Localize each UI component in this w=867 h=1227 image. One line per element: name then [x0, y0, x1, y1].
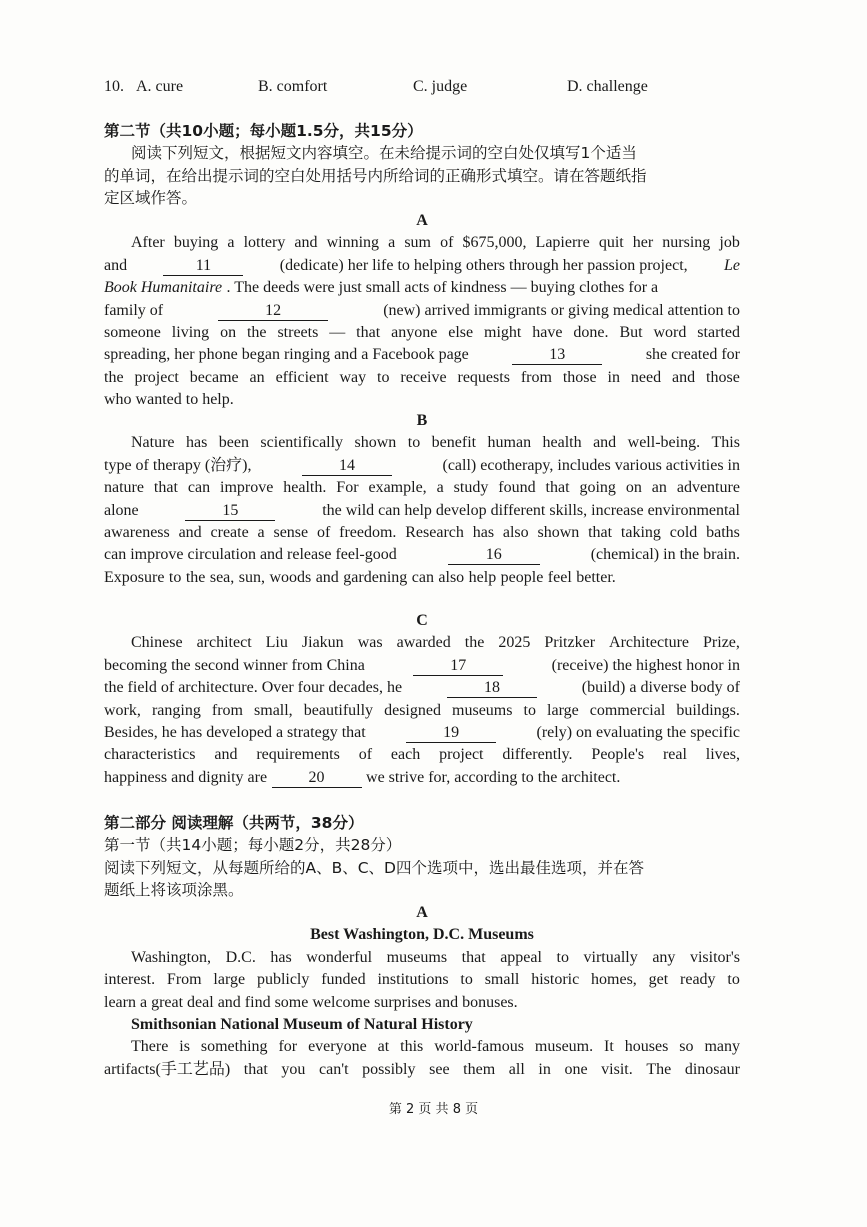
- word: From: [166, 971, 202, 989]
- passage-label: A: [416, 212, 428, 229]
- word: example,: [368, 479, 427, 497]
- word: Nature: [131, 434, 175, 452]
- word: on: [625, 479, 642, 497]
- word: was: [357, 634, 383, 652]
- word: a: [388, 234, 396, 252]
- word: job: [719, 234, 740, 252]
- word: to: [460, 971, 473, 989]
- passage-line: type of therapy (治疗), 14 (call) ecotherapy, includes various activities in: [104, 456, 740, 474]
- passage-b: [104, 410, 740, 589]
- word: D.C.: [225, 948, 256, 966]
- passage-line: learn a great deal and find some welcome surprises and bonuses.: [104, 993, 518, 1011]
- passage-line: [104, 700, 740, 722]
- word: of: [440, 234, 454, 252]
- word: something: [200, 1038, 268, 1056]
- word: taking: [620, 523, 661, 541]
- word: create: [210, 523, 249, 541]
- word: to: [407, 434, 421, 452]
- word: sum: [404, 234, 431, 252]
- word: the: [464, 634, 485, 652]
- passage-line: [104, 632, 740, 654]
- word: is: [179, 1038, 190, 1056]
- word: work,: [104, 701, 141, 719]
- word: to: [556, 948, 569, 966]
- word: real: [662, 746, 687, 764]
- word: anyone: [391, 323, 438, 341]
- word: those: [706, 368, 740, 386]
- passage-line: Besides, he has developed a strategy that 19 (rely) on evaluating the specific: [104, 723, 740, 741]
- blank-19: 19: [406, 724, 496, 743]
- section-2: [104, 120, 740, 210]
- word: that: [243, 1060, 268, 1078]
- word: buying: [173, 234, 219, 252]
- word: streets: [277, 323, 319, 341]
- word: artifacts(手工艺品): [104, 1060, 231, 1078]
- word: a: [436, 479, 444, 497]
- word: sun,: [238, 568, 265, 586]
- passage-line: [104, 744, 740, 766]
- word: —: [329, 323, 346, 341]
- word: this: [400, 1038, 424, 1056]
- word: nature: [104, 479, 144, 497]
- word: word: [653, 323, 687, 341]
- word: her: [632, 234, 654, 252]
- word: from: [211, 701, 243, 719]
- word: Architecture: [609, 634, 689, 652]
- blank-12: 12: [218, 302, 328, 321]
- part-2-title: 第二部分 阅读理解（共两节，38分）: [104, 814, 364, 832]
- passage-a: [104, 210, 740, 412]
- word: architect: [196, 634, 252, 652]
- passage-line: [104, 522, 740, 544]
- word: But: [619, 323, 643, 341]
- word: well-being.: [627, 434, 701, 452]
- word: gardening: [343, 568, 408, 586]
- word: project: [439, 746, 484, 764]
- word: you: [281, 1060, 306, 1078]
- word: for: [278, 1038, 298, 1056]
- word: human: [487, 434, 532, 452]
- word: The: [646, 1060, 672, 1078]
- blank-18: 18: [447, 679, 537, 698]
- word: dinosaur: [684, 1060, 740, 1078]
- passage-line: [104, 232, 740, 254]
- word: Prize,: [703, 634, 740, 652]
- word: at: [377, 1038, 390, 1056]
- word: lottery: [243, 234, 286, 252]
- word: to: [727, 971, 740, 989]
- word: of: [358, 746, 373, 764]
- word: Research: [405, 523, 464, 541]
- passage-line: who wanted to help.: [104, 391, 234, 409]
- word: visit.: [601, 1060, 633, 1078]
- word: virtually: [583, 948, 638, 966]
- passage-label: B: [416, 412, 428, 429]
- part-2: [104, 812, 740, 902]
- word: and: [672, 368, 696, 386]
- word: also: [438, 568, 465, 586]
- word: benefit: [431, 434, 477, 452]
- word: efficient: [275, 368, 329, 386]
- passage-line: spreading, her phone began ringing and a Facebook page 13 she created for: [104, 346, 740, 364]
- word: museums: [452, 701, 513, 719]
- page-footer: 第 2 页 共 8 页: [388, 1102, 479, 1117]
- word: appeal: [500, 948, 542, 966]
- word: awarded: [396, 634, 451, 652]
- word: small: [484, 971, 520, 989]
- word: and: [294, 234, 318, 252]
- word: can: [187, 479, 211, 497]
- word: This: [711, 434, 740, 452]
- passage-line: the field of architecture. Over four decades, he 18 (build) a diverse body of: [104, 679, 740, 697]
- word: help: [468, 568, 497, 586]
- word: sea,: [209, 568, 235, 586]
- passage-c: [104, 610, 740, 789]
- passage-line: and 11 (dedicate) her life to helping others through her passion project, Le: [104, 256, 740, 274]
- word: and: [593, 434, 617, 452]
- word: historic: [531, 971, 580, 989]
- passage-line: [104, 947, 740, 969]
- word: get: [648, 971, 669, 989]
- word: can: [411, 568, 434, 586]
- word: For: [336, 479, 359, 497]
- word: from: [520, 368, 552, 386]
- word: lives,: [705, 746, 740, 764]
- word: started: [697, 323, 740, 341]
- word: an: [249, 368, 265, 386]
- word: baths: [706, 523, 740, 541]
- word: visitor's: [689, 948, 740, 966]
- word: way: [339, 368, 367, 386]
- word: a: [227, 234, 235, 252]
- word: improve: [220, 479, 274, 497]
- word: nursing: [662, 234, 711, 252]
- word: large: [213, 971, 246, 989]
- word: $675,000,: [462, 234, 527, 252]
- option-a: A. cure: [136, 78, 184, 95]
- word: that: [545, 479, 570, 497]
- word: see: [429, 1060, 450, 1078]
- passage-line: becoming the second winner from China 17 (receive) the highest honor in: [104, 656, 740, 674]
- word: on: [220, 323, 237, 341]
- blank-11: 11: [163, 257, 243, 276]
- word: People's: [591, 746, 645, 764]
- passage-line: [104, 322, 740, 344]
- word: possibly: [362, 1060, 416, 1078]
- option-d: D. challenge: [567, 78, 648, 95]
- section-2-title: 第二节（共10小题；每小题1.5分，共15分）: [104, 122, 423, 140]
- word: small,: [254, 701, 293, 719]
- word: houses: [624, 1038, 669, 1056]
- word: cold: [669, 523, 698, 541]
- word: that: [588, 523, 613, 541]
- word: awareness: [104, 523, 170, 541]
- word: to: [523, 701, 536, 719]
- word: Liu: [265, 634, 288, 652]
- word: has: [185, 434, 208, 452]
- word: sense: [273, 523, 309, 541]
- word: that: [461, 948, 486, 966]
- option-b: B. comfort: [258, 78, 328, 95]
- word: winning: [326, 234, 380, 252]
- passage-line: [104, 1059, 740, 1081]
- word: a: [257, 523, 265, 541]
- article-title: Best Washington, D.C. Museums: [310, 926, 534, 944]
- word: that: [153, 479, 178, 497]
- word: one: [564, 1060, 588, 1078]
- passage-line: Book Humanitaire . The deeds were just small acts of kindness — buying clothes for a: [104, 279, 659, 297]
- word: been: [218, 434, 249, 452]
- word: might: [484, 323, 522, 341]
- word: quit: [598, 234, 624, 252]
- word: health.: [283, 479, 327, 497]
- passage-line: happiness and dignity are 20 we strive for, according to the architect.: [104, 768, 621, 786]
- passage-line: family of 12 (new) arrived immigrants or giving medical attention to: [104, 301, 740, 319]
- word: funded: [321, 971, 366, 989]
- word: someone: [104, 323, 161, 341]
- word: and: [214, 746, 238, 764]
- passage-line: [104, 1036, 740, 1058]
- word: have: [532, 323, 563, 341]
- blank-16: 16: [448, 546, 540, 565]
- word: has: [270, 948, 292, 966]
- word: and: [178, 523, 202, 541]
- word: adventure: [676, 479, 740, 497]
- word: in: [607, 368, 620, 386]
- word: living: [171, 323, 210, 341]
- word: them: [463, 1060, 496, 1078]
- part-2-subtitle: 第一节（共14小题；每小题2分，共28分）: [104, 836, 402, 855]
- word: the: [246, 323, 267, 341]
- word: differently.: [502, 746, 573, 764]
- word: done.: [573, 323, 609, 341]
- passage-label: C: [416, 612, 428, 629]
- word: in: [538, 1060, 551, 1078]
- word: that: [356, 323, 381, 341]
- word: scientifically: [260, 434, 344, 452]
- word: everyone: [308, 1038, 367, 1056]
- word: Washington,: [131, 948, 212, 966]
- word: to: [168, 568, 182, 586]
- word: interest.: [104, 971, 156, 989]
- word: an: [651, 479, 667, 497]
- word: the: [185, 568, 206, 586]
- word: world-famous: [434, 1038, 524, 1056]
- reading-a: [104, 902, 740, 1081]
- word: Lapierre: [535, 234, 590, 252]
- word: ready: [680, 971, 716, 989]
- word: health: [542, 434, 582, 452]
- word: ranging: [151, 701, 201, 719]
- word: also: [502, 523, 529, 541]
- word: many: [704, 1038, 740, 1056]
- passage-line: [104, 367, 740, 389]
- blank-20: 20: [272, 769, 362, 788]
- word: museum.: [534, 1038, 594, 1056]
- word: found: [498, 479, 536, 497]
- word: else: [448, 323, 474, 341]
- word: any: [652, 948, 676, 966]
- word: Jiakun: [301, 634, 344, 652]
- word: of: [316, 523, 331, 541]
- word: institutions: [377, 971, 449, 989]
- passage-label: A: [416, 904, 428, 921]
- word: requests: [457, 368, 510, 386]
- blank-13: 13: [512, 346, 602, 365]
- word: receive: [400, 368, 447, 386]
- word: has: [472, 523, 495, 541]
- passage-line: can improve circulation and release feel-good 16 (chemical) in the brain.: [104, 546, 740, 564]
- section-2-instruction-line: 的单词，在给出提示词的空白处用括号内所给词的正确形式填空。请在答题纸指: [104, 166, 647, 185]
- word: freedom.: [339, 523, 397, 541]
- word: Pritzker: [544, 634, 596, 652]
- word: 2025: [498, 634, 531, 652]
- word: all: [508, 1060, 525, 1078]
- word: publicly: [256, 971, 310, 989]
- word: better.: [576, 568, 616, 586]
- word: project: [134, 368, 179, 386]
- question-10-options: 10. A. cure B. comfort C. judge D. challenge: [104, 78, 648, 95]
- word: There: [131, 1038, 169, 1056]
- word: beautifully: [303, 701, 374, 719]
- blank-15: 15: [185, 502, 275, 521]
- word: shown: [537, 523, 580, 541]
- blank-17: 17: [413, 657, 503, 676]
- word: characteristics: [104, 746, 196, 764]
- passage-line: [104, 969, 740, 991]
- passage-line: [104, 567, 740, 589]
- blank-14: 14: [302, 457, 392, 476]
- word: study: [453, 479, 489, 497]
- word: requirements: [256, 746, 340, 764]
- word: can't: [319, 1060, 349, 1078]
- word: designed: [384, 701, 441, 719]
- word: became: [189, 368, 239, 386]
- word: need: [630, 368, 662, 386]
- word: Exposure: [104, 568, 165, 586]
- word: homes,: [591, 971, 637, 989]
- word: so: [679, 1038, 694, 1056]
- word: going: [579, 479, 616, 497]
- word: After: [131, 234, 165, 252]
- word: museums: [386, 948, 448, 966]
- word: to: [377, 368, 390, 386]
- word: feel: [547, 568, 572, 586]
- word: It: [604, 1038, 614, 1056]
- word: woods: [269, 568, 312, 586]
- part-2-instruction-line: 阅读下列短文，从每题所给的A、B、C、D四个选项中，选出最佳选项，并在答: [104, 858, 644, 877]
- section-heading: Smithsonian National Museum of Natural History: [131, 1015, 473, 1033]
- word: Chinese: [131, 634, 183, 652]
- option-c: C. judge: [413, 78, 468, 95]
- section-2-instruction-line: 定区域作答。: [104, 189, 198, 208]
- word: people: [500, 568, 544, 586]
- word: commercial: [589, 701, 666, 719]
- section-2-instruction-line: 阅读下列短文，根据短文内容填空。在未给提示词的空白处仅填写1个适当: [131, 144, 637, 163]
- part-2-instruction-line: 题纸上将该项涂黑。: [104, 881, 244, 900]
- word: large: [547, 701, 579, 719]
- passage-line: alone 15 the wild can help develop different skills, increase environmental: [104, 501, 740, 519]
- word: and: [315, 568, 339, 586]
- word: wonderful: [306, 948, 373, 966]
- word: the: [104, 368, 124, 386]
- passage-line: [104, 432, 740, 454]
- word: buildings.: [676, 701, 740, 719]
- word: shown: [354, 434, 397, 452]
- word: each: [390, 746, 421, 764]
- passage-line: [104, 477, 740, 499]
- word: those: [562, 368, 597, 386]
